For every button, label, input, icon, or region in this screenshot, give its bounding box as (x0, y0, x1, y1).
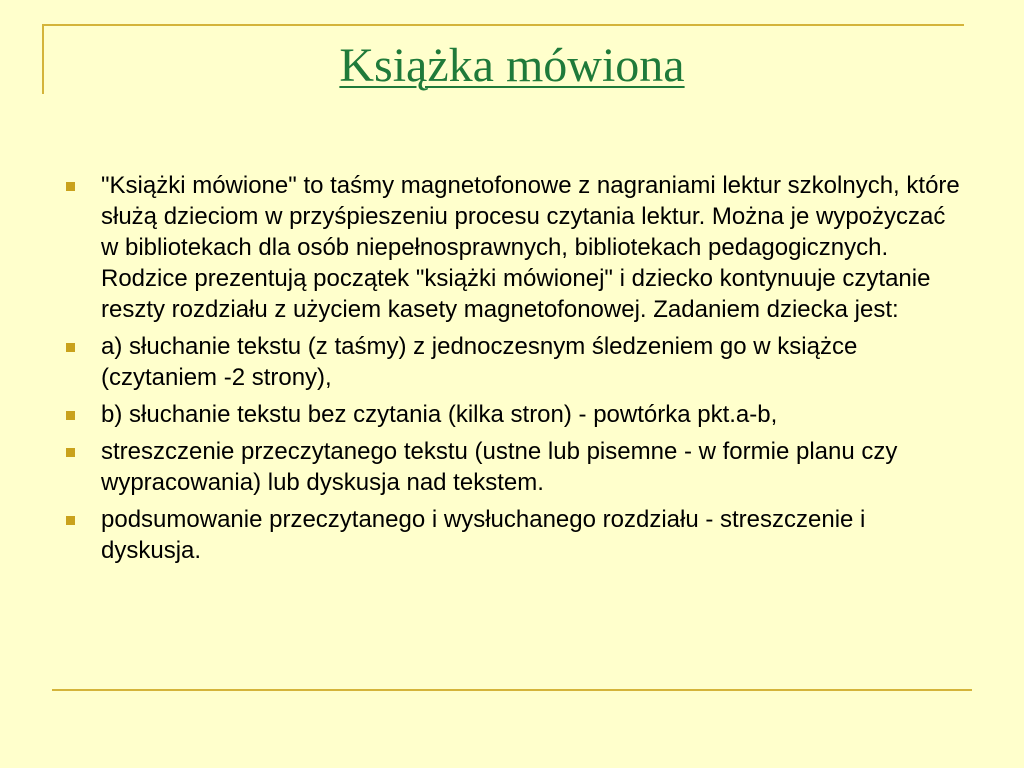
square-bullet-icon (66, 343, 75, 352)
bullet-item (66, 331, 966, 393)
bullet-item (66, 399, 966, 430)
top-decorative-rule (42, 24, 964, 26)
bullet-text: streszczenie przeczytanego tekstu (ustne lub pisemne - w formie planu czy wypracowania) lub dyskusja nad tekstem. (101, 438, 898, 496)
bullet-item (66, 170, 966, 325)
bullet-text: a) słuchanie tekstu (z taśmy) z jednoczesnym śledzeniem go w książce (czytaniem -2 strony), (101, 333, 858, 391)
bullet-text: podsumowanie przeczytanego i wysłuchanego rozdziału - streszczenie i dyskusja. (101, 506, 866, 564)
bullet-list (66, 170, 966, 572)
square-bullet-icon (66, 448, 75, 457)
square-bullet-icon (66, 182, 75, 191)
bullet-item (66, 436, 966, 498)
square-bullet-icon (66, 411, 75, 420)
bullet-text: "Książki mówione" to taśmy magnetofonowe z nagraniami lektur szkolnych, które służą dzieciom w przyśpieszeniu procesu czytania lektur. Można je wypożyczać w bibliotekach dla osób niepełnosprawnych, bibliotekach pedagogicznych. Rodzice prezentują początek "książki mówionej" i dziecko kontynuuje czytanie reszty rozdziału z użyciem kasety magnetofonowej. Zadaniem dziecka jest: (101, 172, 960, 323)
bullet-text: b) słuchanie tekstu bez czytania (kilka stron) - powtórka pkt.a-b, (101, 401, 778, 428)
slide-title: Książka mówiona (339, 39, 685, 92)
square-bullet-icon (66, 516, 75, 525)
bottom-decorative-rule (52, 689, 972, 691)
bullet-item (66, 504, 966, 566)
